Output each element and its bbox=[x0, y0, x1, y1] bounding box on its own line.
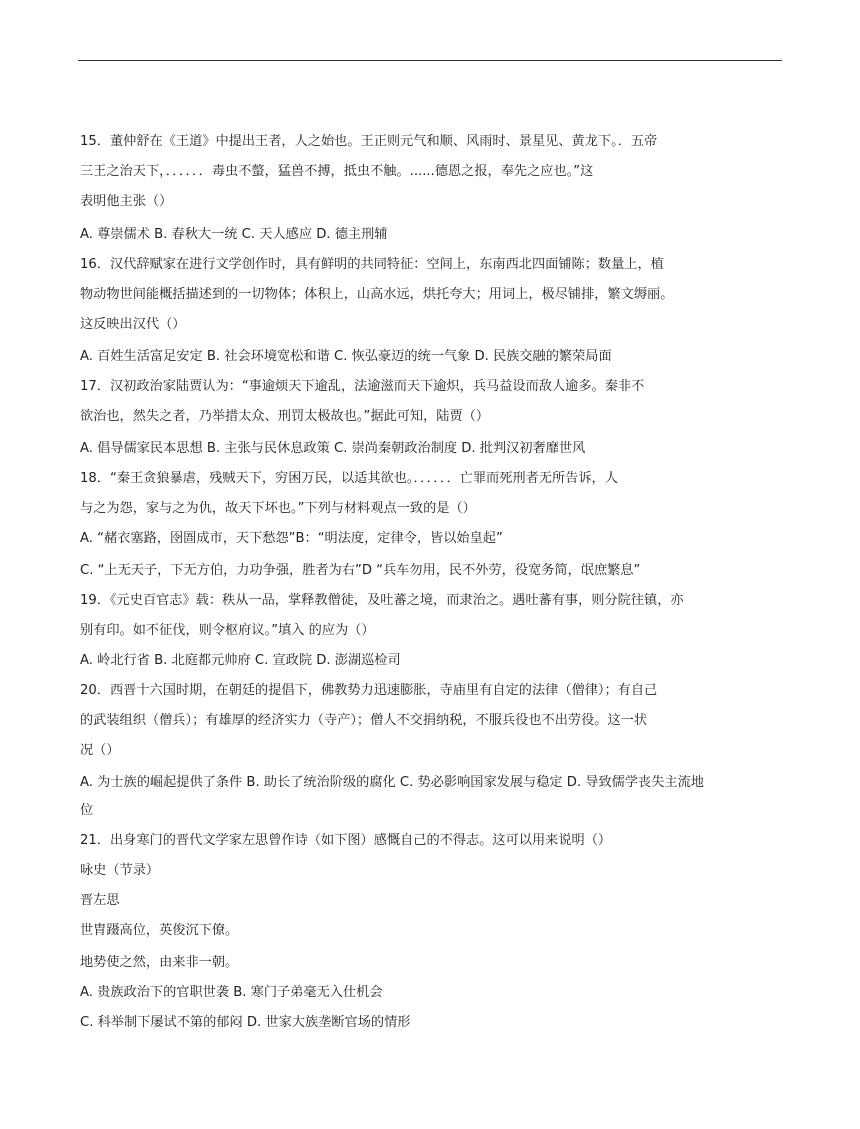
q16-line-2: 物动物世间能概括描述到的一切物体；体积上，山高水远，烘托夸大；用词上，极尽铺排，繁文缛丽。 bbox=[80, 287, 674, 302]
q19-line-2: 别有印。如不征伐，则令枢府议。”填入 的应为（） bbox=[80, 623, 375, 638]
q20-line-1: 20．西晋十六国时期，在朝廷的提倡下，佛教势力迅速膨胀，寺庙里有自定的法律（僧律）；有自己 bbox=[80, 683, 658, 698]
q18-options-ab: A. “赭衣塞路，囹圄成市，天下愁怨”B：“明法度，定律令，皆以始皇起” bbox=[80, 531, 503, 546]
q18-line-1: 18．“秦王贪狼暴虐，残贼天下，穷困万民，以适其欲也。．．．．．．亡罪而死刑者无所告诉，人 bbox=[80, 471, 618, 486]
q19-line-1: 19．《元史百官志》载：秩从一品，掌释教僧徒，及吐蕃之境，而隶治之。遇吐蕃有事，则分院往镇，亦 bbox=[80, 593, 684, 608]
header-rule bbox=[78, 60, 782, 61]
q15-line-1: 15．董仲舒在《王道》中提出王者，人之始也。王正则元气和顺、风雨时、景星见、黄龙下。．五帝 bbox=[80, 134, 658, 149]
q19-options: A. 岭北行省 B. 北庭都元帅府 C. 宣政院 D. 澎湖巡检司 bbox=[80, 653, 401, 668]
q21-options-cd: C. 科举制下屡试不第的郁闷 D. 世家大族垄断官场的情形 bbox=[80, 1015, 411, 1030]
q17-line-1: 17．汉初政治家陆贾认为：“事逾烦天下逾乱，法逾滋而天下逾炽，兵马益设而敌人逾多。秦非不 bbox=[80, 379, 645, 394]
q15-options: A. 尊崇儒术 B. 春秋大一统 C. 天人感应 D. 德主刑辅 bbox=[80, 227, 388, 242]
q21-line-1: 21．出身寒门的晋代文学家左思曾作诗（如下图）感慨自己的不得志。这可以用来说明（） bbox=[80, 833, 612, 848]
q20-options: A. 为士族的崛起提供了条件 B. 助长了统治阶级的腐化 C. 势必影响国家发展与稳定 D. 导致儒学丧失主流地 bbox=[80, 775, 704, 790]
poem-line-1: 世胄蹑高位，英俊沉下僚。 bbox=[80, 923, 239, 938]
q17-options: A. 倡导儒家民本思想 B. 主张与民休息政策 C. 崇尚秦朝政治制度 D. 批判汉初奢靡世风 bbox=[80, 441, 586, 456]
poem-line-2: 地势使之然，由来非一朝。 bbox=[80, 955, 239, 970]
q18-line-2: 与之为怨，家与之为仇，故天下坏也。”下列与材料观点一致的是（） bbox=[80, 501, 476, 516]
poem-author: 晋左思 bbox=[80, 893, 120, 908]
q17-line-2: 欲治也，然失之者，乃举措太众、刑罚太极故也。”据此可知，陆贾（） bbox=[80, 409, 490, 424]
q21-options-ab: A. 贵族政治下的官职世袭 B. 寒门子弟毫无入仕机会 bbox=[80, 985, 383, 1000]
poem-title: 咏史（节录） bbox=[80, 863, 160, 878]
q15-line-3: 表明他主张（） bbox=[80, 194, 173, 209]
q20-line-2: 的武装组织（僧兵）；有雄厚的经济实力（寺产）；僧人不交捐纳税，不服兵役也不出劳役。这一状 bbox=[80, 713, 648, 728]
q20-options-wrap: 位 bbox=[80, 803, 94, 818]
q18-options-cd: C. “上无天子，下无方伯，力功争强，胜者为右”D “兵车勿用，民不外劳，役宽务简，氓庶繁息” bbox=[80, 563, 641, 578]
q20-line-3: 况（） bbox=[80, 743, 120, 758]
q16-line-1: 16．汉代辞赋家在进行文学创作时，具有鲜明的共同特征：空间上，东南西北四面铺陈；数量上，植 bbox=[80, 257, 664, 272]
q16-options: A. 百姓生活富足安定 B. 社会环境宽松和谐 C. 恢弘豪迈的统一气象 D. 民族交融的繁荣局面 bbox=[80, 349, 612, 364]
q16-line-3: 这反映出汉代（） bbox=[80, 317, 186, 332]
q15-line-2: 三王之治天下，．．．．．．毒虫不螫，猛兽不搏，抵虫不触。......德恩之报，奉先之应也。”这 bbox=[80, 164, 594, 179]
